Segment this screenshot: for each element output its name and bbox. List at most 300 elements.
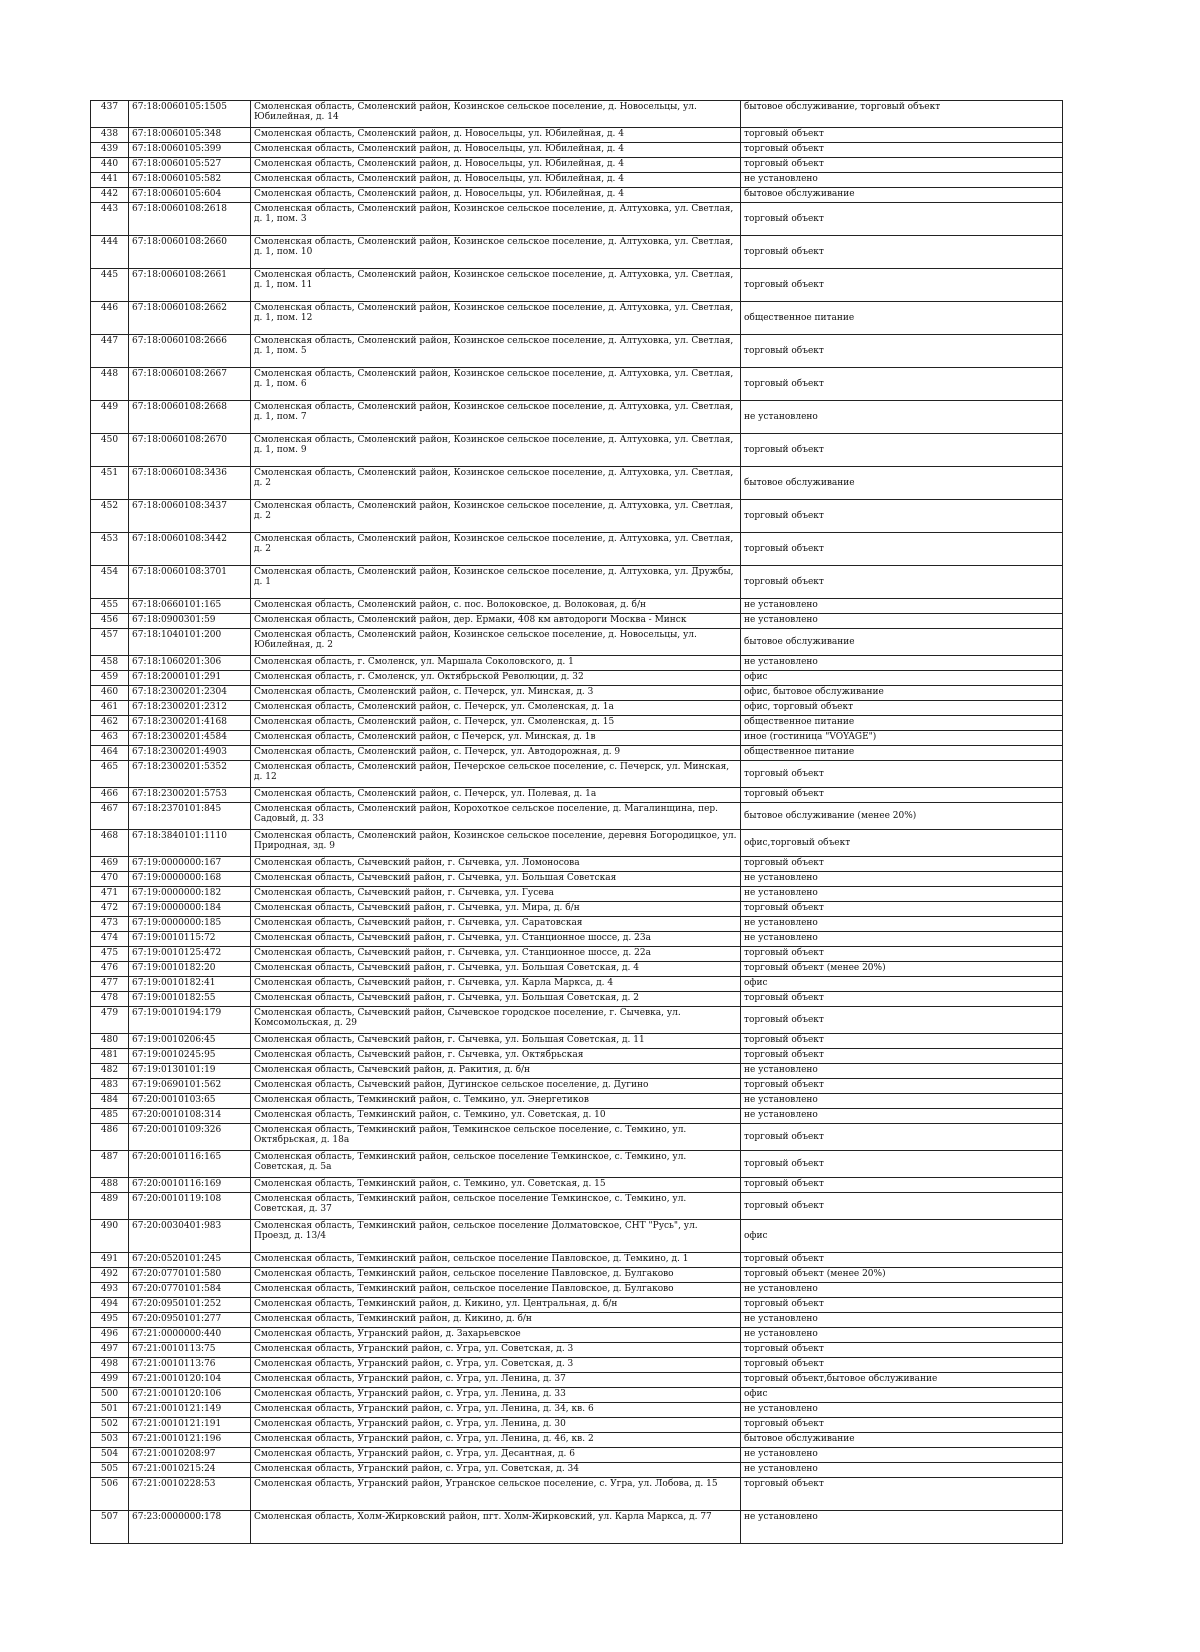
address-cell: Смоленская область, Смоленский район, с. Печерск, ул. Смоленская, д. 15	[251, 716, 741, 731]
row-number-cell: 502	[91, 1418, 129, 1433]
table-row	[91, 599, 1063, 614]
row-number-cell: 466	[91, 788, 129, 803]
cadastral-number-cell: 67:18:2300201:5753	[129, 788, 251, 803]
cadastral-number-cell: 67:18:2300201:5352	[129, 761, 251, 788]
table-row	[91, 203, 1063, 236]
usage-type-cell: не установлено	[741, 173, 1063, 188]
row-number-cell: 497	[91, 1343, 129, 1358]
usage-type-cell: общественное питание	[741, 746, 1063, 761]
row-number-cell: 495	[91, 1313, 129, 1328]
address-cell: Смоленская область, Сычевский район, г. Сычевка, ул. Ломоносова	[251, 857, 741, 872]
address-cell: Смоленская область, Смоленский район, Козинское сельское поселение, д. Алтуховка, ул. Светлая, д. 1, пом. 12	[251, 302, 741, 335]
usage-type-cell: торговый объект	[741, 500, 1063, 533]
row-number-cell: 483	[91, 1079, 129, 1094]
table-row	[91, 1253, 1063, 1268]
row-number-cell: 456	[91, 614, 129, 629]
cadastral-number-cell: 67:18:0060108:2618	[129, 203, 251, 236]
address-cell: Смоленская область, Смоленский район, Козинское сельское поселение, д. Новосельцы, ул. Юбилейная, д. 14	[251, 101, 741, 128]
row-number-cell: 450	[91, 434, 129, 467]
cadastral-number-cell: 67:18:2300201:4168	[129, 716, 251, 731]
row-number-cell: 498	[91, 1358, 129, 1373]
table-row	[91, 701, 1063, 716]
table-row	[91, 533, 1063, 566]
cadastral-number-cell: 67:20:0010103:65	[129, 1094, 251, 1109]
cadastral-number-cell: 67:18:0060108:2668	[129, 401, 251, 434]
table-row	[91, 788, 1063, 803]
row-number-cell: 473	[91, 917, 129, 932]
cadastral-number-cell: 67:23:0000000:178	[129, 1511, 251, 1544]
cadastral-number-cell: 67:21:0010215:24	[129, 1463, 251, 1478]
cadastral-number-cell: 67:19:0010194:179	[129, 1007, 251, 1034]
address-cell: Смоленская область, Угранский район, Угранское сельское поселение, с. Угра, ул. Лобова, д. 15	[251, 1478, 741, 1511]
row-number-cell: 457	[91, 629, 129, 656]
cadastral-number-cell: 67:18:0060105:348	[129, 128, 251, 143]
usage-type-cell: торговый объект	[741, 533, 1063, 566]
usage-type-cell: не установлено	[741, 599, 1063, 614]
usage-type-cell: бытовое обслуживание (менее 20%)	[741, 803, 1063, 830]
usage-type-cell: торговый объект	[741, 1079, 1063, 1094]
cadastral-number-cell: 67:19:0010206:45	[129, 1034, 251, 1049]
usage-type-cell: не установлено	[741, 1328, 1063, 1343]
table-row	[91, 887, 1063, 902]
usage-type-cell: торговый объект	[741, 1358, 1063, 1373]
row-number-cell: 458	[91, 656, 129, 671]
cadastral-number-cell: 67:20:0770101:580	[129, 1268, 251, 1283]
usage-type-cell: бытовое обслуживание, торговый объект	[741, 101, 1063, 128]
address-cell: Смоленская область, Смоленский район, д. Новосельцы, ул. Юбилейная, д. 4	[251, 128, 741, 143]
cadastral-number-cell: 67:20:0030401:983	[129, 1220, 251, 1253]
address-cell: Смоленская область, Смоленский район, д. Новосельцы, ул. Юбилейная, д. 4	[251, 143, 741, 158]
cadastral-number-cell: 67:18:2300201:2312	[129, 701, 251, 716]
usage-type-cell: не установлено	[741, 1094, 1063, 1109]
usage-type-cell: торговый объект (менее 20%)	[741, 962, 1063, 977]
table-row	[91, 173, 1063, 188]
cadastral-number-cell: 67:21:0010121:149	[129, 1403, 251, 1418]
address-cell: Смоленская область, Угранский район, с. Угра, ул. Ленина, д. 46, кв. 2	[251, 1433, 741, 1448]
usage-type-cell: бытовое обслуживание	[741, 467, 1063, 500]
row-number-cell: 479	[91, 1007, 129, 1034]
row-number-cell: 454	[91, 566, 129, 599]
usage-type-cell: не установлено	[741, 1283, 1063, 1298]
row-number-cell: 504	[91, 1448, 129, 1463]
cadastral-number-cell: 67:19:0690101:562	[129, 1079, 251, 1094]
row-number-cell: 484	[91, 1094, 129, 1109]
cadastral-number-cell: 67:19:0010182:20	[129, 962, 251, 977]
cadastral-number-cell: 67:21:0010121:191	[129, 1418, 251, 1433]
table-row	[91, 1511, 1063, 1544]
table-row	[91, 269, 1063, 302]
row-number-cell: 478	[91, 992, 129, 1007]
usage-type-cell: не установлено	[741, 917, 1063, 932]
table-row	[91, 1313, 1063, 1328]
cadastral-number-cell: 67:18:0060108:3436	[129, 467, 251, 500]
usage-type-cell: торговый объект	[741, 1178, 1063, 1193]
address-cell: Смоленская область, Темкинский район, сельское поселение Темкинское, с. Темкино, ул. Советская, д. 37	[251, 1193, 741, 1220]
cadastral-number-cell: 67:19:0010245:95	[129, 1049, 251, 1064]
cadastral-number-cell: 67:18:0060105:582	[129, 173, 251, 188]
cadastral-number-cell: 67:20:0010108:314	[129, 1109, 251, 1124]
row-number-cell: 489	[91, 1193, 129, 1220]
usage-type-cell: торговый объект	[741, 947, 1063, 962]
table-row	[91, 1388, 1063, 1403]
row-number-cell: 449	[91, 401, 129, 434]
table-row	[91, 731, 1063, 746]
table-row	[91, 1220, 1063, 1253]
row-number-cell: 480	[91, 1034, 129, 1049]
table-row	[91, 1007, 1063, 1034]
address-cell: Смоленская область, Смоленский район, дер. Ермаки, 408 км автодороги Москва - Минск	[251, 614, 741, 629]
table-row	[91, 1109, 1063, 1124]
cadastral-number-cell: 67:18:0660101:165	[129, 599, 251, 614]
table-row	[91, 1463, 1063, 1478]
address-cell: Смоленская область, Смоленский район, Козинское сельское поселение, д. Алтуховка, ул. Светлая, д. 2	[251, 467, 741, 500]
cadastral-number-cell: 67:18:0060105:399	[129, 143, 251, 158]
address-cell: Смоленская область, Темкинский район, сельское поселение Павловское, д. Булгаково	[251, 1283, 741, 1298]
usage-type-cell: бытовое обслуживание	[741, 629, 1063, 656]
table-row	[91, 302, 1063, 335]
table-row	[91, 1433, 1063, 1448]
address-cell: Смоленская область, Сычевский район, г. Сычевка, ул. Карла Маркса, д. 4	[251, 977, 741, 992]
table-row	[91, 872, 1063, 887]
table-row	[91, 629, 1063, 656]
table-row	[91, 335, 1063, 368]
usage-type-cell: бытовое обслуживание	[741, 188, 1063, 203]
row-number-cell: 476	[91, 962, 129, 977]
address-cell: Смоленская область, Темкинский район, д. Кикино, ул. Центральная, д. б/н	[251, 1298, 741, 1313]
row-number-cell: 481	[91, 1049, 129, 1064]
usage-type-cell: торговый объект	[741, 1478, 1063, 1511]
cadastral-number-cell: 67:21:0000000:440	[129, 1328, 251, 1343]
usage-type-cell: торговый объект	[741, 143, 1063, 158]
table-row	[91, 1283, 1063, 1298]
table-row	[91, 803, 1063, 830]
address-cell: Смоленская область, Смоленский район, Козинское сельское поселение, д. Алтуховка, ул. Светлая, д. 1, пом. 9	[251, 434, 741, 467]
address-cell: Смоленская область, г. Смоленск, ул. Маршала Соколовского, д. 1	[251, 656, 741, 671]
cadastral-number-cell: 67:20:0010116:165	[129, 1151, 251, 1178]
usage-type-cell: торговый объект	[741, 1007, 1063, 1034]
cadastral-number-cell: 67:18:0060108:2667	[129, 368, 251, 401]
address-cell: Смоленская область, Смоленский район, с Печерск, ул. Минская, д. 1в	[251, 731, 741, 746]
table-row	[91, 1298, 1063, 1313]
row-number-cell: 503	[91, 1433, 129, 1448]
usage-type-cell: торговый объект	[741, 857, 1063, 872]
cadastral-number-cell: 67:21:0010120:106	[129, 1388, 251, 1403]
cadastral-number-cell: 67:20:0520101:245	[129, 1253, 251, 1268]
cadastral-number-cell: 67:19:0010182:41	[129, 977, 251, 992]
cadastral-number-cell: 67:21:0010228:53	[129, 1478, 251, 1511]
usage-type-cell: офис	[741, 977, 1063, 992]
address-cell: Смоленская область, Сычевский район, Дугинское сельское поселение, д. Дугино	[251, 1079, 741, 1094]
usage-type-cell: торговый объект	[741, 902, 1063, 917]
usage-type-cell: торговый объект	[741, 1253, 1063, 1268]
row-number-cell: 465	[91, 761, 129, 788]
cadastral-number-cell: 67:18:2300201:4584	[129, 731, 251, 746]
address-cell: Смоленская область, Смоленский район, Козинское сельское поселение, д. Алтуховка, ул. Светлая, д. 2	[251, 533, 741, 566]
usage-type-cell: не установлено	[741, 887, 1063, 902]
cadastral-number-cell: 67:20:0010119:108	[129, 1193, 251, 1220]
usage-type-cell: не установлено	[741, 1064, 1063, 1079]
table-row	[91, 1343, 1063, 1358]
usage-type-cell: торговый объект	[741, 335, 1063, 368]
usage-type-cell: офис	[741, 671, 1063, 686]
cadastral-number-cell: 67:18:2300201:4903	[129, 746, 251, 761]
table-row	[91, 761, 1063, 788]
address-cell: Смоленская область, Темкинский район, сельское поселение Павловское, д. Темкино, д. 1	[251, 1253, 741, 1268]
table-row	[91, 1193, 1063, 1220]
usage-type-cell: торговый объект	[741, 1049, 1063, 1064]
address-cell: Смоленская область, Смоленский район, Корохоткое сельское поселение, д. Магалинщина, пер. Садовый, д. 33	[251, 803, 741, 830]
usage-type-cell: офис, торговый объект	[741, 701, 1063, 716]
usage-type-cell: офис	[741, 1220, 1063, 1253]
table-row	[91, 671, 1063, 686]
row-number-cell: 477	[91, 977, 129, 992]
row-number-cell: 441	[91, 173, 129, 188]
cadastral-number-cell: 67:18:2370101:845	[129, 803, 251, 830]
usage-type-cell: не установлено	[741, 656, 1063, 671]
address-cell: Смоленская область, Темкинский район, с. Темкино, ул. Советская, д. 15	[251, 1178, 741, 1193]
address-cell: Смоленская область, Угранский район, с. Угра, ул. Десантная, д. 6	[251, 1448, 741, 1463]
row-number-cell: 459	[91, 671, 129, 686]
table-row	[91, 101, 1063, 128]
cadastral-number-cell: 67:19:0000000:182	[129, 887, 251, 902]
row-number-cell: 437	[91, 101, 129, 128]
usage-type-cell: торговый объект	[741, 992, 1063, 1007]
table-row	[91, 1034, 1063, 1049]
address-cell: Смоленская область, Смоленский район, д. Новосельцы, ул. Юбилейная, д. 4	[251, 158, 741, 173]
property-table	[90, 100, 1063, 1544]
usage-type-cell: не установлено	[741, 401, 1063, 434]
cadastral-number-cell: 67:18:0060105:1505	[129, 101, 251, 128]
address-cell: Смоленская область, Угранский район, с. Угра, ул. Ленина, д. 34, кв. 6	[251, 1403, 741, 1418]
address-cell: Смоленская область, Смоленский район, д. Новосельцы, ул. Юбилейная, д. 4	[251, 173, 741, 188]
address-cell: Смоленская область, Сычевский район, г. Сычевка, ул. Октябрьская	[251, 1049, 741, 1064]
table-row	[91, 143, 1063, 158]
address-cell: Смоленская область, Темкинский район, сельское поселение Темкинское, с. Темкино, ул. Советская, д. 5а	[251, 1151, 741, 1178]
table-row	[91, 566, 1063, 599]
row-number-cell: 445	[91, 269, 129, 302]
usage-type-cell: не установлено	[741, 1109, 1063, 1124]
table-row	[91, 962, 1063, 977]
address-cell: Смоленская область, Смоленский район, Козинское сельское поселение, д. Алтуховка, ул. Светлая, д. 2	[251, 500, 741, 533]
row-number-cell: 506	[91, 1478, 129, 1511]
row-number-cell: 471	[91, 887, 129, 902]
row-number-cell: 470	[91, 872, 129, 887]
row-number-cell: 455	[91, 599, 129, 614]
table-row	[91, 656, 1063, 671]
row-number-cell: 472	[91, 902, 129, 917]
usage-type-cell: офис	[741, 1388, 1063, 1403]
usage-type-cell: бытовое обслуживание	[741, 1433, 1063, 1448]
cadastral-number-cell: 67:18:2300201:2304	[129, 686, 251, 701]
address-cell: Смоленская область, Темкинский район, сельское поселение Долматовское, СНТ "Русь", ул. Проезд, д. 13/4	[251, 1220, 741, 1253]
usage-type-cell: не установлено	[741, 1313, 1063, 1328]
usage-type-cell: не установлено	[741, 872, 1063, 887]
usage-type-cell: торговый объект	[741, 1298, 1063, 1313]
table-row	[91, 1094, 1063, 1109]
table-row	[91, 992, 1063, 1007]
cadastral-number-cell: 67:21:0010120:104	[129, 1373, 251, 1388]
row-number-cell: 444	[91, 236, 129, 269]
address-cell: Смоленская область, Сычевский район, г. Сычевка, ул. Мира, д. б/н	[251, 902, 741, 917]
row-number-cell: 493	[91, 1283, 129, 1298]
cadastral-number-cell: 67:18:0060108:2660	[129, 236, 251, 269]
table-row	[91, 902, 1063, 917]
row-number-cell: 482	[91, 1064, 129, 1079]
usage-type-cell: торговый объект	[741, 1193, 1063, 1220]
row-number-cell: 446	[91, 302, 129, 335]
address-cell: Смоленская область, Смоленский район, Козинское сельское поселение, д. Алтуховка, ул. Светлая, д. 1, пом. 6	[251, 368, 741, 401]
usage-type-cell: торговый объект	[741, 1034, 1063, 1049]
address-cell: Смоленская область, Сычевский район, г. Сычевка, ул. Станционное шоссе, д. 22а	[251, 947, 741, 962]
address-cell: Смоленская область, Смоленский район, Козинское сельское поселение, д. Алтуховка, ул. Светлая, д. 1, пом. 7	[251, 401, 741, 434]
table-row	[91, 614, 1063, 629]
cadastral-number-cell: 67:18:3840101:1110	[129, 830, 251, 857]
table-row	[91, 1418, 1063, 1433]
address-cell: Смоленская область, Смоленский район, Печерское сельское поселение, с. Печерск, ул. Минская, д. 12	[251, 761, 741, 788]
cadastral-number-cell: 67:21:0010113:75	[129, 1343, 251, 1358]
row-number-cell: 451	[91, 467, 129, 500]
row-number-cell: 438	[91, 128, 129, 143]
table-row	[91, 1403, 1063, 1418]
cadastral-number-cell: 67:18:0060108:2670	[129, 434, 251, 467]
table-row	[91, 947, 1063, 962]
table-row	[91, 1049, 1063, 1064]
usage-type-cell: торговый объект	[741, 1151, 1063, 1178]
address-cell: Смоленская область, Смоленский район, Козинское сельское поселение, д. Алтуховка, ул. Светлая, д. 1, пом. 11	[251, 269, 741, 302]
row-number-cell: 463	[91, 731, 129, 746]
table-row	[91, 467, 1063, 500]
address-cell: Смоленская область, Темкинский район, с. Темкино, ул. Энергетиков	[251, 1094, 741, 1109]
table-row	[91, 716, 1063, 731]
address-cell: Смоленская область, Темкинский район, с. Темкино, ул. Советская, д. 10	[251, 1109, 741, 1124]
row-number-cell: 464	[91, 746, 129, 761]
usage-type-cell: торговый объект	[741, 1418, 1063, 1433]
cadastral-number-cell: 67:18:0060108:3437	[129, 500, 251, 533]
table-row	[91, 686, 1063, 701]
address-cell: Смоленская область, Смоленский район, с. Печерск, ул. Полевая, д. 1а	[251, 788, 741, 803]
cadastral-number-cell: 67:19:0000000:184	[129, 902, 251, 917]
row-number-cell: 440	[91, 158, 129, 173]
address-cell: Смоленская область, Смоленский район, с. Печерск, ул. Автодорожная, д. 9	[251, 746, 741, 761]
row-number-cell: 452	[91, 500, 129, 533]
cadastral-number-cell: 67:20:0010109:326	[129, 1124, 251, 1151]
cadastral-number-cell: 67:21:0010121:196	[129, 1433, 251, 1448]
row-number-cell: 507	[91, 1511, 129, 1544]
row-number-cell: 447	[91, 335, 129, 368]
usage-type-cell: торговый объект	[741, 434, 1063, 467]
address-cell: Смоленская область, Угранский район, с. Угра, ул. Советская, д. 3	[251, 1358, 741, 1373]
usage-type-cell: не установлено	[741, 1463, 1063, 1478]
address-cell: Смоленская область, Холм-Жирковский район, пгт. Холм-Жирковский, ул. Карла Маркса, д. 77	[251, 1511, 741, 1544]
usage-type-cell: торговый объект (менее 20%)	[741, 1268, 1063, 1283]
address-cell: Смоленская область, Угранский район, с. Угра, ул. Советская, д. 3	[251, 1343, 741, 1358]
usage-type-cell: не установлено	[741, 1448, 1063, 1463]
address-cell: Смоленская область, Сычевский район, г. Сычевка, ул. Станционное шоссе, д. 23а	[251, 932, 741, 947]
usage-type-cell: иное (гостиница "VOYAGE")	[741, 731, 1063, 746]
usage-type-cell: офис,торговый объект	[741, 830, 1063, 857]
cadastral-number-cell: 67:19:0010115:72	[129, 932, 251, 947]
row-number-cell: 469	[91, 857, 129, 872]
usage-type-cell: торговый объект	[741, 203, 1063, 236]
row-number-cell: 501	[91, 1403, 129, 1418]
row-number-cell: 467	[91, 803, 129, 830]
address-cell: Смоленская область, Темкинский район, сельское поселение Павловское, д. Булгаково	[251, 1268, 741, 1283]
cadastral-number-cell: 67:21:0010208:97	[129, 1448, 251, 1463]
address-cell: Смоленская область, Сычевский район, г. Сычевка, ул. Большая Советская, д. 2	[251, 992, 741, 1007]
table-row	[91, 1064, 1063, 1079]
table-row	[91, 236, 1063, 269]
usage-type-cell: торговый объект	[741, 158, 1063, 173]
cadastral-number-cell: 67:18:2000101:291	[129, 671, 251, 686]
usage-type-cell: торговый объект	[741, 128, 1063, 143]
address-cell: Смоленская область, Сычевский район, д. Ракития, д. б/н	[251, 1064, 741, 1079]
usage-type-cell: торговый объект	[741, 236, 1063, 269]
table-row	[91, 1373, 1063, 1388]
table-row	[91, 977, 1063, 992]
table-row	[91, 830, 1063, 857]
table-row	[91, 1478, 1063, 1511]
table-row	[91, 500, 1063, 533]
row-number-cell: 492	[91, 1268, 129, 1283]
row-number-cell: 500	[91, 1388, 129, 1403]
cadastral-number-cell: 67:18:0060108:2661	[129, 269, 251, 302]
table-row	[91, 128, 1063, 143]
address-cell: Смоленская область, Угранский район, с. Угра, ул. Ленина, д. 33	[251, 1388, 741, 1403]
row-number-cell: 461	[91, 701, 129, 716]
table-row	[91, 368, 1063, 401]
table-row	[91, 917, 1063, 932]
address-cell: Смоленская область, Сычевский район, г. Сычевка, ул. Большая Советская, д. 11	[251, 1034, 741, 1049]
usage-type-cell: общественное питание	[741, 302, 1063, 335]
address-cell: Смоленская область, Смоленский район, Козинское сельское поселение, д. Алтуховка, ул. Светлая, д. 1, пом. 5	[251, 335, 741, 368]
usage-type-cell: торговый объект	[741, 761, 1063, 788]
address-cell: Смоленская область, Темкинский район, д. Кикино, д. б/н	[251, 1313, 741, 1328]
cadastral-number-cell: 67:19:0000000:168	[129, 872, 251, 887]
cadastral-number-cell: 67:18:0060105:527	[129, 158, 251, 173]
cadastral-number-cell: 67:20:0950101:252	[129, 1298, 251, 1313]
usage-type-cell: торговый объект	[741, 368, 1063, 401]
cadastral-number-cell: 67:18:0060105:604	[129, 188, 251, 203]
address-cell: Смоленская область, Сычевский район, г. Сычевка, ул. Гусева	[251, 887, 741, 902]
address-cell: Смоленская область, Смоленский район, с. Печерск, ул. Минская, д. 3	[251, 686, 741, 701]
table-row	[91, 188, 1063, 203]
table-row	[91, 746, 1063, 761]
row-number-cell: 448	[91, 368, 129, 401]
table-row	[91, 857, 1063, 872]
usage-type-cell: не установлено	[741, 1403, 1063, 1418]
cadastral-number-cell: 67:18:1040101:200	[129, 629, 251, 656]
address-cell: Смоленская область, Угранский район, с. Угра, ул. Ленина, д. 30	[251, 1418, 741, 1433]
cadastral-number-cell: 67:19:0000000:167	[129, 857, 251, 872]
row-number-cell: 496	[91, 1328, 129, 1343]
row-number-cell: 468	[91, 830, 129, 857]
usage-type-cell: не установлено	[741, 614, 1063, 629]
table-row	[91, 1178, 1063, 1193]
cadastral-number-cell: 67:20:0770101:584	[129, 1283, 251, 1298]
address-cell: Смоленская область, Смоленский район, Козинское сельское поселение, д. Алтуховка, ул. Светлая, д. 1, пом. 3	[251, 203, 741, 236]
usage-type-cell: не установлено	[741, 932, 1063, 947]
row-number-cell: 505	[91, 1463, 129, 1478]
usage-type-cell: торговый объект	[741, 269, 1063, 302]
address-cell: Смоленская область, Смоленский район, Козинское сельское поселение, деревня Богородицкое, ул. Природная, зд. 9	[251, 830, 741, 857]
address-cell: Смоленская область, Смоленский район, с. пос. Волоковское, д. Волоковая, д. б/н	[251, 599, 741, 614]
row-number-cell: 443	[91, 203, 129, 236]
row-number-cell: 486	[91, 1124, 129, 1151]
table-body	[91, 101, 1063, 1544]
row-number-cell: 439	[91, 143, 129, 158]
cadastral-number-cell: 67:18:0900301:59	[129, 614, 251, 629]
cadastral-number-cell: 67:20:0950101:277	[129, 1313, 251, 1328]
